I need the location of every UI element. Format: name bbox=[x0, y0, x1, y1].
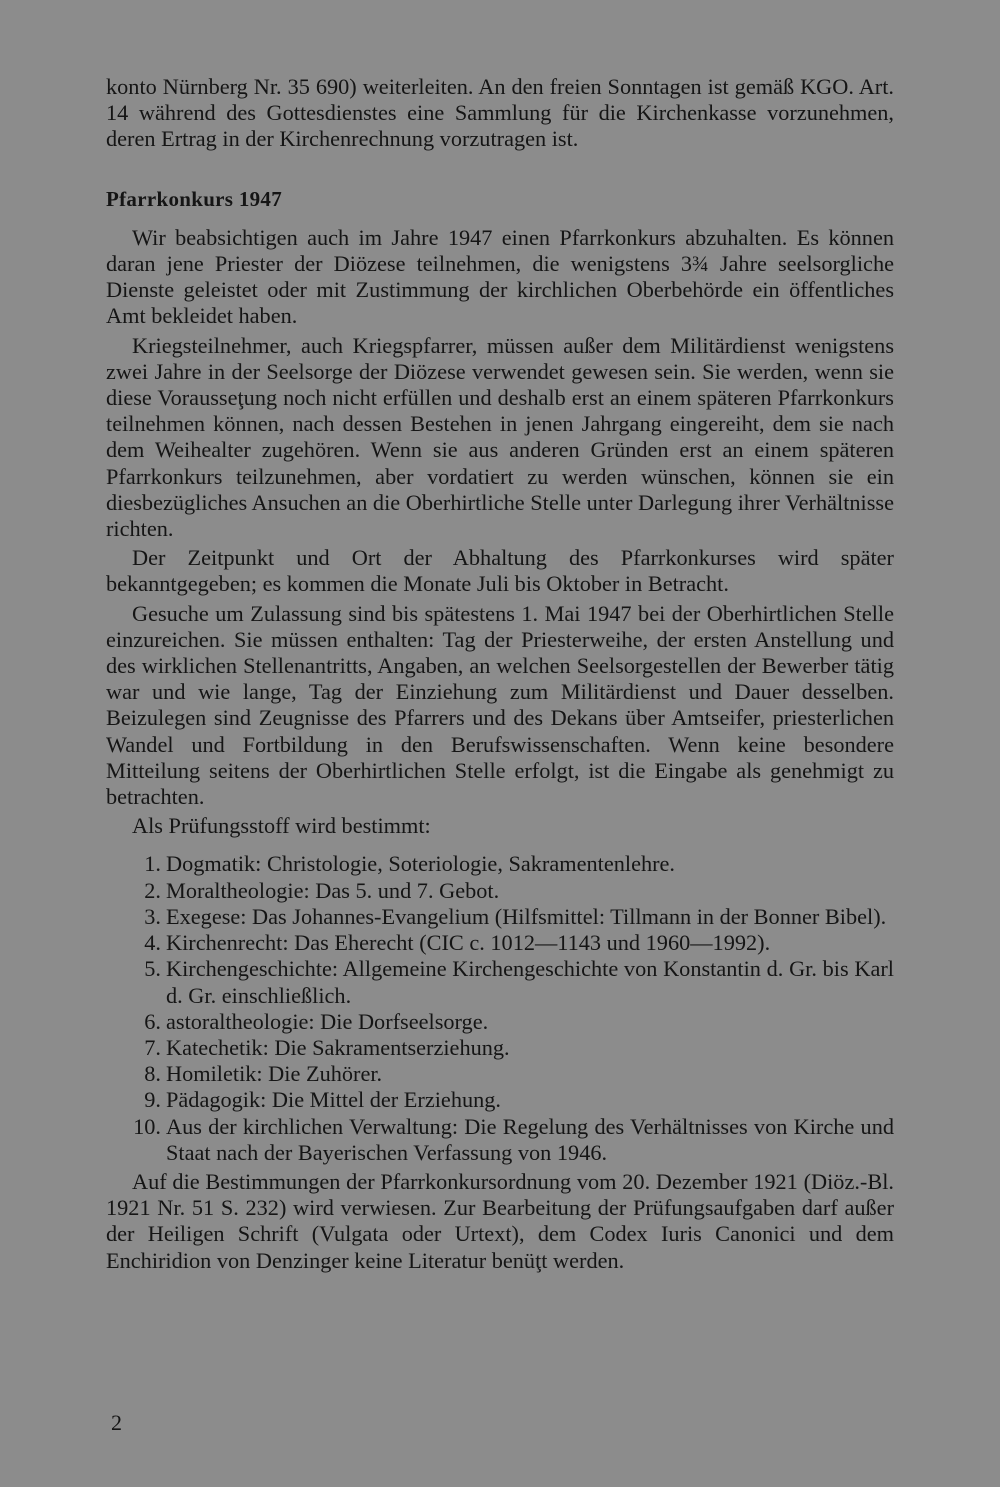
list-item-number: 3. bbox=[144, 903, 161, 929]
section-heading: Pfarrkonkurs 1947 bbox=[106, 186, 283, 211]
list-item-number: 6. bbox=[144, 1008, 161, 1034]
closing-paragraph: Auf die Bestimmungen der Pfarrkonkursordnung vom 20. Dezember 1921 (Diöz.-Bl. 1921 Nr. 51 S. 232) wird verwiesen. Zur Bearbeitung der Prüfungsaufgaben darf außer der Heiligen Schrift (Vulgata oder Urtext), dem Codex Iuris Canonici und dem Enchiridion von Denzinger keine Literatur benüţt werden. bbox=[106, 1168, 894, 1273]
list-item-number: 9. bbox=[144, 1087, 161, 1113]
list-item-number: 5. bbox=[144, 956, 161, 982]
list-item-text: Kirchengeschichte: Allgemeine Kirchengeschichte von Konstantin d. Gr. bis Karl d. Gr. einschließlich. bbox=[166, 956, 894, 1008]
list-item bbox=[106, 1009, 894, 1035]
list-item bbox=[106, 930, 894, 956]
list-item bbox=[106, 1061, 894, 1087]
list-item bbox=[106, 878, 894, 904]
list-item bbox=[106, 851, 894, 877]
list-item-number: 7. bbox=[144, 1034, 161, 1060]
list-item-number: 10. bbox=[133, 1113, 161, 1139]
paragraph-date-location: Der Zeitpunkt und Ort der Abhaltung des Pfarrkonkurses wird später bekanntgegeben; es kommen die Monate Juli bis Oktober in Betracht. bbox=[106, 545, 894, 597]
opening-paragraph: konto Nürnberg Nr. 35 690) weiterleiten. An den freien Sonntagen ist gemäß KGO. Art. 14 während des Gottesdienstes eine Sammlung für die Kirchenkasse vorzunehmen, deren Ertrag in der Kirchenrechnung vorzutragen ist. bbox=[106, 74, 894, 152]
list-item-number: 4. bbox=[144, 930, 161, 956]
exam-list-intro: Als Prüfungsstoff wird bestimmt: bbox=[132, 813, 431, 839]
paragraph-eligibility: Wir beabsichtigen auch im Jahre 1947 einen Pfarrkonkurs abzuhalten. Es können daran jene Priester der Diözese teilnehmen, die wenigstens 3¾ Jahre seelsorgliche Dienste geleistet oder mit Zustimmung der kirchlichen Oberbehörde ein öffentliches Amt bekleidet haben. bbox=[106, 224, 894, 329]
paragraph-application: Gesuche um Zulassung sind bis spätestens 1. Mai 1947 bei der Oberhirtlichen Stelle einzureichen. Sie müssen enthalten: Tag der Priesterweihe, der ersten Anstellung und des wirklichen Stellenantritts, Angaben, an welchen Seelsorgestellen der Bewerber tätig war und wie lange, Tag der Einziehung zum Militärdienst und Dauer desselben. Beizulegen sind Zeugnisse des Pfarrers und des Dekans über Amtseifer, priesterlichen Wandel und Fortbildung in den Berufswissenschaften. Wenn keine besondere Mitteilung seitens der Oberhirtlichen Stelle erfolgt, ist die Eingabe als genehmigt zu betrachten. bbox=[106, 600, 894, 810]
list-item-text: Kirchenrecht: Das Eherecht (CIC c. 1012—1143 und 1960—1992). bbox=[166, 930, 771, 956]
list-item bbox=[106, 1035, 894, 1061]
list-item bbox=[106, 1087, 894, 1113]
document-page bbox=[106, 74, 894, 1274]
list-item-text: astoraltheologie: Die Dorfseelsorge. bbox=[166, 1008, 489, 1034]
list-item-text: Aus der kirchlichen Verwaltung: Die Regelung des Verhältnisses von Kirche und Staat nach der Bayerischen Verfassung von 1946. bbox=[166, 1113, 894, 1165]
list-item bbox=[106, 956, 894, 1008]
list-item bbox=[106, 904, 894, 930]
list-item-number: 2. bbox=[144, 877, 161, 903]
list-item-number: 1. bbox=[144, 851, 161, 877]
list-item-text: Katechetik: Die Sakramentserziehung. bbox=[166, 1034, 510, 1060]
list-item-number: 8. bbox=[144, 1061, 161, 1087]
list-item-text: Exegese: Das Johannes-Evangelium (Hilfsmittel: Tillmann in der Bonner Bibel). bbox=[166, 903, 887, 929]
list-item-text: Moraltheologie: Das 5. und 7. Gebot. bbox=[166, 877, 500, 903]
list-item-text: Homiletik: Die Zuhörer. bbox=[166, 1061, 383, 1087]
exam-topics-list bbox=[106, 851, 894, 1165]
paragraph-war-participants: Kriegsteilnehmer, auch Kriegspfarrer, müssen außer dem Militärdienst wenigstens zwei Jahre in der Seelsorge der Diözese verwendet gewesen sein. Sie werden, wenn sie diese Vorausseţung noch nicht erfüllen und deshalb erst an einem späteren Pfarrkonkurs teilnehmen können, nach dessen Bestehen in jenen Jahrgang eingereiht, dem sie nach dem Weihealter zugehören. Wenn sie aus anderen Gründen erst an einem späteren Pfarrkonkurs teilzunehmen, aber vordatiert zu werden wünschen, können sie ein diesbezügliches Ansuchen an die Oberhirtliche Stelle unter Darlegung ihrer Verhältnisse richten. bbox=[106, 332, 894, 542]
list-item-text: Pädagogik: Die Mittel der Erziehung. bbox=[166, 1087, 501, 1113]
list-item-text: Dogmatik: Christologie, Soteriologie, Sakramentenlehre. bbox=[166, 851, 676, 877]
list-item bbox=[106, 1114, 894, 1166]
page-number: 2 bbox=[111, 1410, 122, 1435]
